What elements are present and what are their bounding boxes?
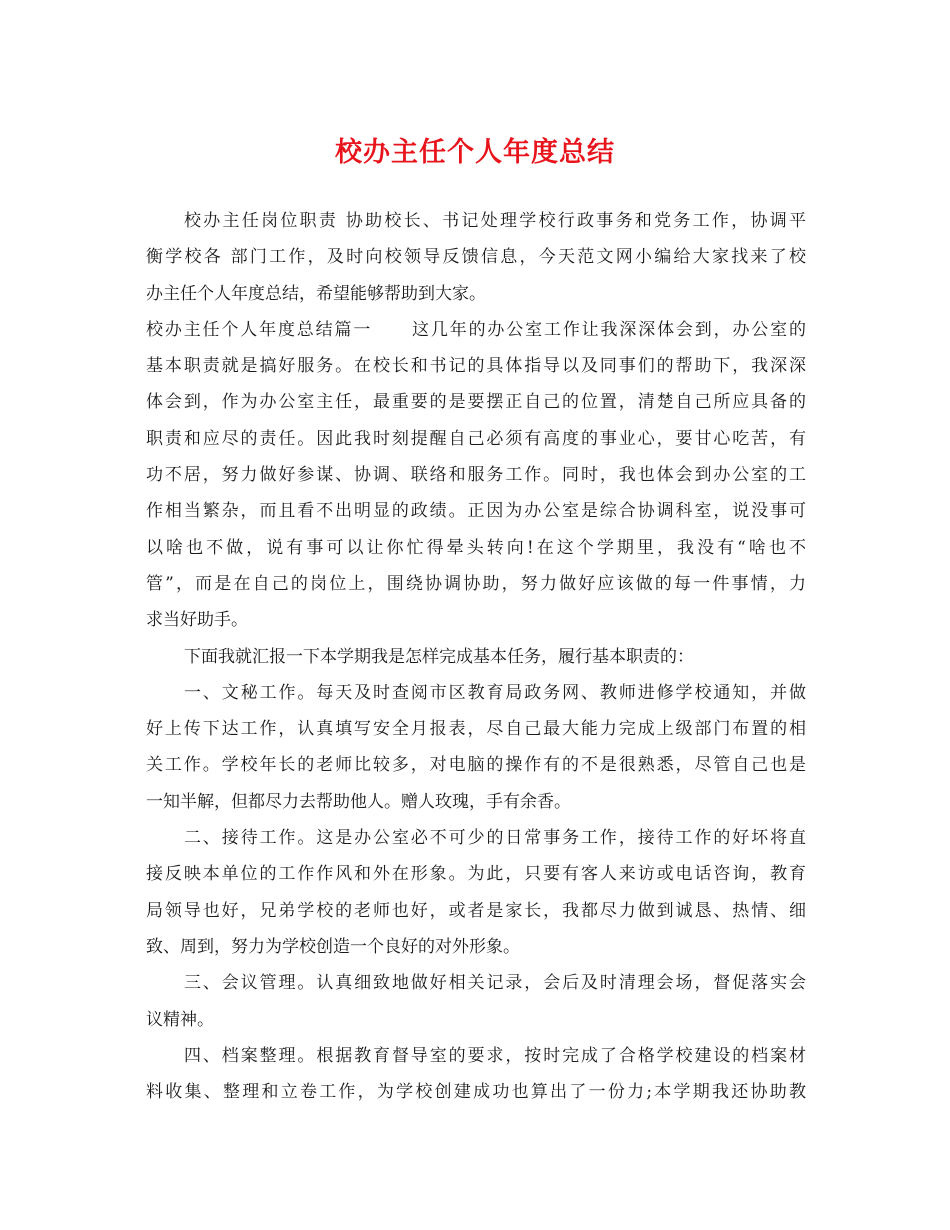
paragraph-line: 职责和应尽的责任。因此我时刻提醒自己必须有高度的事业心，要甘心吃苦，有 [146, 428, 806, 449]
paragraph-line: 求当好助手。 [146, 610, 248, 631]
paragraph-line: 局领导也好，兄弟学校的老师也好，或者是家长，我都尽力做到诚恳、热情、细 [146, 900, 806, 921]
paragraph-line: 基本职责就是搞好服务。在校长和书记的具体指导以及同事们的帮助下，我深深 [146, 356, 806, 377]
paragraph-line: 办主任个人年度总结，希望能够帮助到大家。 [146, 283, 486, 304]
paragraph-line: 校办主任岗位职责 协助校长、书记处理学校行政事务和党务工作，协调平 [184, 211, 806, 231]
paragraph-line: 管”，而是在自己的岗位上，围绕协调协助，努力做好应该做的每一件事情，力 [146, 573, 806, 594]
paragraph-line: 四、档案整理。根据教育督导室的要求，按时完成了合格学校建设的档案材 [184, 1045, 806, 1066]
paragraph-line: 三、会议管理。认真细致地做好相关记录，会后及时清理会场，督促落实会 [184, 973, 806, 994]
paragraph-line: 以啥也不做，说有事可以让你忙得晕头转向!在这个学期里，我没有“啥也不 [146, 537, 806, 558]
paragraph-line: 好上传下达工作，认真填写安全月报表，尽自己最大能力完成上级部门布置的相 [146, 719, 806, 740]
paragraph-line: 功不居，努力做好参谋、协调、联络和服务工作。同时，我也体会到办公室的工 [146, 465, 806, 486]
paragraph-line: 作相当繁杂，而且看不出明显的政绩。正因为办公室是综合协调科室，说没事可 [146, 501, 806, 522]
paragraph-line: 致、周到，努力为学校创造一个良好的对外形象。 [146, 936, 520, 957]
paragraph-line: 接反映本单位的工作作风和外在形象。为此，只要有客人来访或电话咨询，教育 [146, 864, 806, 885]
paragraph-line: 料收集、整理和立卷工作，为学校创建成功也算出了一份力;本学期我还协助教 [146, 1082, 806, 1103]
paragraph-line: 关工作。学校年长的老师比较多，对电脑的操作有的不是很熟悉，尽管自己也是 [146, 755, 806, 776]
section-heading: 校办主任个人年度总结篇一 [146, 319, 373, 340]
paragraph-text: 这几年的办公室工作让我深深体会到，办公室的 [410, 319, 807, 340]
paragraph-line: 一知半解，但都尽力去帮助他人。赠人玫瑰，手有余香。 [146, 791, 571, 812]
paragraph-line: 下面我就汇报一下本学期我是怎样完成基本任务，履行基本职责的： [184, 646, 694, 667]
paragraph-line: 衡学校各 部门工作，及时向校领导反馈信息，今天范文网小编给大家找来了校 [146, 247, 806, 268]
paragraph-line: 体会到，作为办公室主任，最重要的是要摆正自己的位置，清楚自己所应具备的 [146, 392, 806, 413]
paragraph-line: 一、文秘工作。每天及时查阅市区教育局政务网、教师进修学校通知，并做 [184, 682, 806, 703]
paragraph-line: 议精神。 [146, 1009, 214, 1030]
document-title: 校办主任个人年度总结 [335, 137, 615, 168]
paragraph-line: 二、接待工作。这是办公室必不可少的日常事务工作，接待工作的好坏将直 [184, 828, 806, 849]
paragraph-line [146, 312, 806, 348]
document-body [146, 203, 806, 1110]
